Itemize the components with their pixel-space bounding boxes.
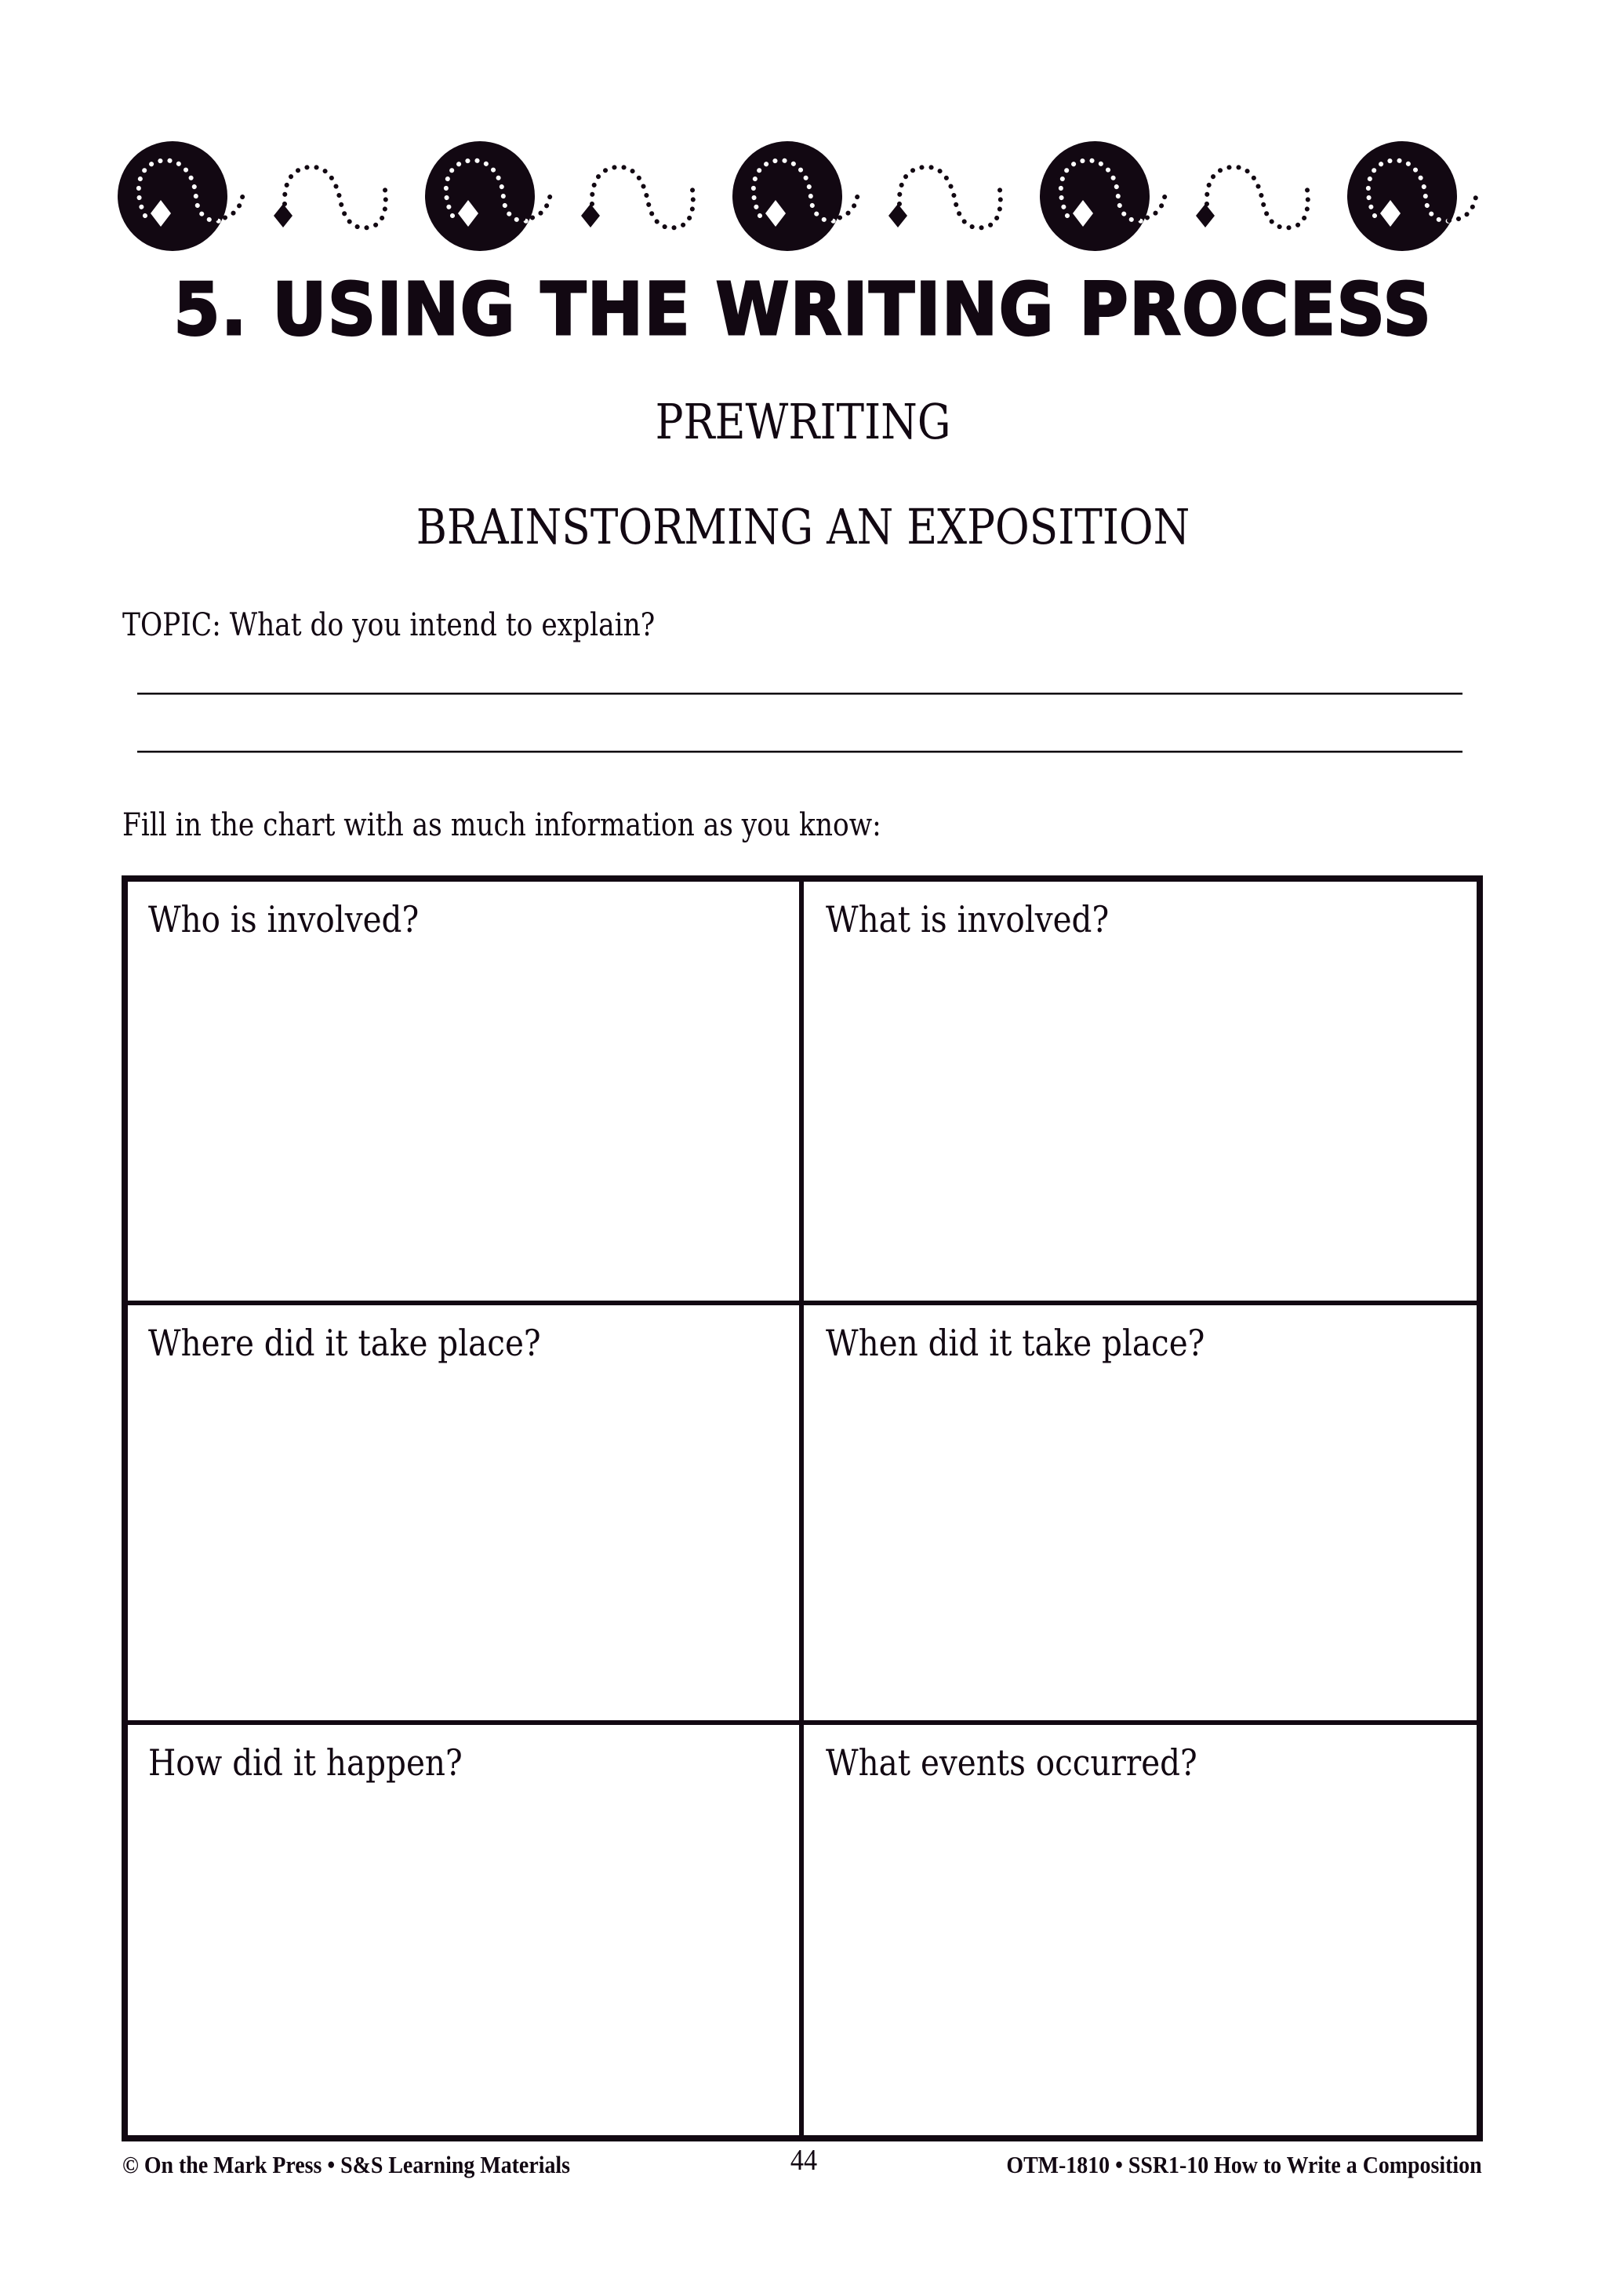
chart-instructions: Fill in the chart with as much information as you know: <box>122 807 881 843</box>
chart-cell-where <box>128 1305 804 1725</box>
footer-publisher: © On the Mark Press • S&S Learning Materials <box>122 2151 571 2178</box>
chart-cell-who <box>128 882 804 1305</box>
swirl-ornament-icon <box>118 137 1498 255</box>
chart-cell-events <box>804 1725 1477 2135</box>
cell-label: What is involved? <box>826 898 1110 941</box>
answer-area-what[interactable] <box>804 944 1477 1301</box>
topic-prompt: TOPIC: What do you intend to explain? <box>122 607 656 643</box>
page-title: 5. USING THE WRITING PROCESS <box>173 267 1433 351</box>
cell-label: When did it take place? <box>826 1322 1205 1364</box>
answer-area-who[interactable] <box>128 944 799 1301</box>
chart-cell-how <box>128 1725 804 2135</box>
section-heading: BRAINSTORMING AN EXPOSITION <box>416 498 1190 555</box>
footer-book-title: OTM-1810 • SSR1-10 How to Write a Composition <box>1006 2151 1482 2178</box>
answer-area-where[interactable] <box>128 1368 799 1720</box>
page-number: 44 <box>790 2144 818 2177</box>
answer-area-how[interactable] <box>128 1788 799 2135</box>
chart-cell-when <box>804 1305 1477 1725</box>
answer-area-when[interactable] <box>804 1368 1477 1720</box>
cell-label: What events occurred? <box>826 1741 1197 1784</box>
cell-label: Who is involved? <box>148 898 420 941</box>
topic-answer-line-2[interactable] <box>137 751 1462 753</box>
topic-answer-line-1[interactable] <box>137 693 1462 695</box>
brainstorm-chart <box>122 875 1483 2141</box>
cell-label: Where did it take place? <box>148 1322 541 1364</box>
section-subtitle: PREWRITING <box>655 393 951 450</box>
answer-area-events[interactable] <box>804 1788 1477 2135</box>
cell-label: How did it happen? <box>148 1741 463 1784</box>
chart-cell-what <box>804 882 1477 1305</box>
